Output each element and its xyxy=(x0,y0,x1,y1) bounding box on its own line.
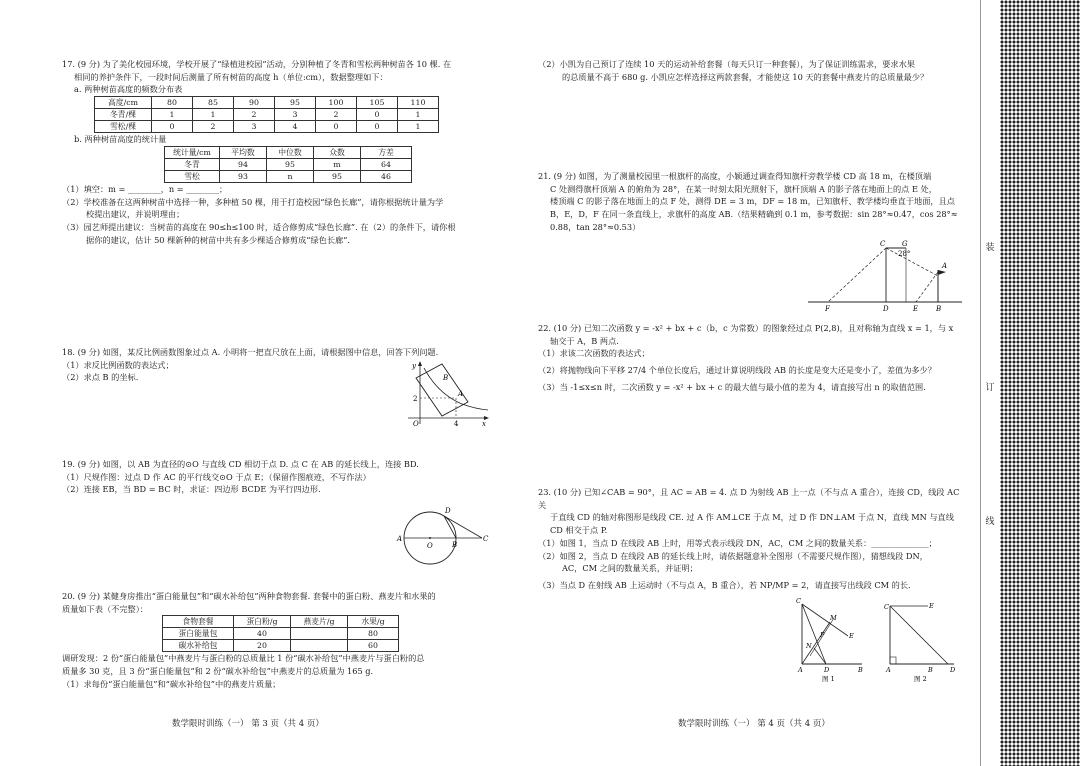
q17-part-2b: 校提出建议，并说明理由； xyxy=(86,209,185,220)
q22-line-1: 22. (10 分) 已知二次函数 y = -x² + bx + c（b，c 为常数）的图象经过点 P(2,8)，且对称轴为直线 x = 1，与 x xyxy=(538,323,954,333)
q20-part-2: （2）小凯为自己预订了连续 10 天的运动补给套餐（每天只订一种套餐），为了保证训练需求，要求水果 xyxy=(538,59,915,69)
q23-line-3: CD 相交于点 P. xyxy=(550,525,608,536)
table-cell: 蛋白粉/g xyxy=(234,616,291,628)
table-cell: 蛋白能量包 xyxy=(163,628,234,640)
q18-part-2: （2）求点 B 的坐标. xyxy=(62,372,139,383)
table-cell: 95 xyxy=(275,97,316,109)
question-23 xyxy=(538,486,966,592)
q23-part-2b: AC，CM 之间的数量关系，并证明； xyxy=(562,563,698,574)
fig-label-A: A xyxy=(458,390,464,398)
question-20-continued xyxy=(538,58,966,83)
q20-part-1: （1）求每份“蛋白能量包”和“碳水补给包”中的燕麦片质量； xyxy=(62,678,281,689)
table-cell: 40 xyxy=(234,628,291,640)
table-cell: 85 xyxy=(193,97,234,109)
q20-stem: 20. (9 分) 某健身房推出“蛋白能量包”和“碳水补给包”两种食物套餐. 套餐中的蛋白粉、燕麦片和水果的 xyxy=(62,591,436,601)
question-19 xyxy=(62,458,532,496)
binding-char-3: 线 xyxy=(982,516,998,530)
table-cell: 冬青 xyxy=(165,158,220,170)
question-17 xyxy=(62,58,532,246)
q17-table-a-title: a. 两种树苗高度的频数分布表 xyxy=(74,84,183,95)
table-cell: 0 xyxy=(316,121,357,133)
q23-part-3: （3）当点 D 在射线 AB 上运动时（不与点 A，B 重合），若 NP/MP = 2，请直接写出线段 CM 的长. xyxy=(538,579,911,590)
q18-part-1: （1）求反比例函数的表达式； xyxy=(62,359,174,370)
q17-statistics-table xyxy=(164,146,412,183)
table-cell: 平均数 xyxy=(220,146,267,158)
fig-label-C: C xyxy=(880,240,886,248)
q19-part-2: （2）连接 EB，当 BD = BC 时，求证：四边形 BCDE 为平行四边形. xyxy=(62,484,321,495)
fig-label-P: P xyxy=(820,631,825,639)
q23-line-2: 于直线 CD 的轴对称图形是线段 CE. 过 A 作 AM⊥CE 于点 M，过 D 作 DN⊥AM 于点 N，直线 MN 与直线 xyxy=(550,512,954,523)
fig-label-D: D xyxy=(950,666,956,674)
fig-label-E: E xyxy=(929,602,934,610)
q19-figure xyxy=(396,504,490,576)
figure-1-caption: 图 1 xyxy=(822,675,835,682)
table-cell: 1 xyxy=(152,109,193,121)
q22-line-2: 轴交于 A，B 两点. xyxy=(550,335,619,346)
table-cell: 3 xyxy=(275,109,316,121)
table-cell xyxy=(291,640,348,652)
table-cell: 方差 xyxy=(361,146,412,158)
table-cell: 冬青/棵 xyxy=(95,109,152,121)
table-cell: 3 xyxy=(234,121,275,133)
table-cell: 60 xyxy=(348,640,399,652)
table-cell xyxy=(291,628,348,640)
table-cell: 0 xyxy=(357,109,398,121)
q23-line-1: 23. (10 分) 已知∠CAB = 90°，且 AC = AB = 4. 点 D 为射线 AB 上一点（不与点 A 重合），连接 CD，线段 AC 关 xyxy=(538,487,960,510)
fig-label-M: M xyxy=(830,614,837,622)
q18-figure xyxy=(398,358,492,430)
q21-line-3: 楼顶端 C 的影子落在地面上的点 F 处，测得 DE = 3 m，DF = 18 m，已知旗杆、教学楼均垂直于地面，且点 xyxy=(550,196,955,207)
table-cell: 燕麦片/g xyxy=(291,616,348,628)
q21-line-5: 0.88，tan 28°≈0.53） xyxy=(550,221,641,232)
table-cell: 1 xyxy=(398,109,439,121)
table-cell: 高度/cm xyxy=(95,97,152,109)
q20-table xyxy=(162,615,399,652)
table-cell: 90 xyxy=(234,97,275,109)
table-cell: 1 xyxy=(398,121,439,133)
q17-stem: 17. (9 分) 为了美化校园环境，学校开展了“绿植进校园”活动，分别种植了冬青和雪松两种树苗各 10 棵. 在 xyxy=(62,59,452,69)
table-cell: 统计量/cm xyxy=(165,146,220,158)
fig-label-A: A xyxy=(942,262,948,270)
table-cell: 雪松/棵 xyxy=(95,121,152,133)
table-cell: 80 xyxy=(152,97,193,109)
question-22 xyxy=(538,322,966,394)
q20-stem-2: 质量如下表（不完整）： xyxy=(62,603,148,614)
q20-survey-1: 调研发现：2 份“蛋白能量包”中燕麦片与蛋白粉的总质量比 1 份“碳水补给包”中燕麦片与蛋白粉的总 xyxy=(62,653,425,664)
fig-label-A: A xyxy=(397,535,403,543)
q17-frequency-table xyxy=(94,96,439,133)
fig-label-A: A xyxy=(886,666,891,674)
fig-label-E: E xyxy=(849,632,854,640)
table-cell: 80 xyxy=(348,628,399,640)
table-cell: 93 xyxy=(220,170,267,182)
q19-stem: 19. (9 分) 如图，以 AB 为直径的⊙O 与直线 CD 相切于点 D. 点 C 在 AB 的延长线上，连接 BD. xyxy=(62,459,419,469)
table-cell: 众数 xyxy=(314,146,361,158)
table-cell: 110 xyxy=(398,97,439,109)
table-cell: 4 xyxy=(275,121,316,133)
question-20 xyxy=(62,590,532,691)
fig-label-B: B xyxy=(452,541,458,549)
left-footer: 数学限时训练（一） 第 3 页（共 4 页） xyxy=(172,719,324,729)
fig-label-O: O xyxy=(413,420,419,428)
q23-part-1: （1）如图 1，当点 D 在线段 AB 上时，用等式表示线段 DN，AC，CM 之间的数量关系：______________； xyxy=(538,537,937,548)
q17-part-3: （3）园艺师提出建议：当树苗的高度在 90≤h≤100 时，适合修剪成“绿色长廊”. 在（2）的条件下，请你根 xyxy=(62,221,456,232)
fig-label-D: D xyxy=(445,507,451,515)
fig-label-B: B xyxy=(443,374,449,382)
table-cell: 100 xyxy=(316,97,357,109)
q17-stem-2: 相同的养护条件下，一段时间后测量了所有树苗的高度 h（单位:cm），数据整理如下： xyxy=(74,71,388,82)
table-cell: 2 xyxy=(193,121,234,133)
q17-table-b-title: b. 两种树苗高度的统计量 xyxy=(74,134,167,145)
binding-margin xyxy=(968,0,1080,766)
fig-label-D: D xyxy=(824,666,830,674)
fig-label-C: C xyxy=(884,603,889,611)
q23-part-2: （2）如图 2，当点 D 在线段 AB 的延长线上时，请依据题意补全图形（不需要尺规作图），猜想线段 DN， xyxy=(538,550,928,561)
question-21 xyxy=(538,170,966,234)
table-cell: 95 xyxy=(314,170,361,182)
q17-part-1: （1）填空：m = ________，n = ________； xyxy=(62,183,228,194)
table-cell: 95 xyxy=(267,158,314,170)
fig-label-x: x xyxy=(482,420,486,428)
table-cell: 0 xyxy=(152,121,193,133)
table-cell: m xyxy=(314,158,361,170)
q18-stem: 18. (9 分) 如图，某反比例函数图象过点 A. 小明将一把直尺放在上面，请根据图中信息，回答下列问题. xyxy=(62,347,439,357)
fig-label-A: A xyxy=(798,666,803,674)
fig-label-C: C xyxy=(483,535,489,543)
table-cell: 64 xyxy=(361,158,412,170)
table-cell: 水果/g xyxy=(348,616,399,628)
table-cell: 2 xyxy=(316,109,357,121)
q22-part-2: （2）将抛物线向下平移 27/4 个单位长度后，通过计算说明线段 AB 的长度是变大还是变小了，差值为多少？ xyxy=(538,365,936,376)
table-cell: n xyxy=(267,170,314,182)
q17-part-3b: 据你的建议，估计 50 棵新种的树苗中共有多少棵适合修剪成“绿色长廊”. xyxy=(86,234,351,245)
q21-line-4: B，E，D，F 在同一条直线上，求旗杆的高度 AB.（结果精确到 0.1 m，参考数据：sin 28°≈0.47，cos 28°≈ xyxy=(550,209,958,220)
q20-survey-2: 质量多 30 克，且 3 份“蛋白能量包”和 2 份“碳水补给包”中燕麦片的总质量为 165 g. xyxy=(62,666,374,677)
fig-label-angle: 28° xyxy=(898,250,911,258)
q22-part-3: （3）当 -1≤x≤n 时，二次函数 y = -x² + bx + c 的最大值与最小值的差为 4，请直接写出 n 的取值范围. xyxy=(538,381,926,392)
q23-figure-1 xyxy=(794,596,878,682)
right-footer: 数学限时训练（一） 第 4 页（共 4 页） xyxy=(678,719,830,729)
fig-label-B: B xyxy=(858,666,863,674)
q21-line-1: 21. (9 分) 如图，为了测量校园里一根旗杆的高度，小颖通过调查得知旗杆旁教学楼 CD 高 18 m，在楼顶端 xyxy=(538,171,932,181)
table-cell: 46 xyxy=(361,170,412,182)
fig-label-C: C xyxy=(796,597,801,605)
table-cell: 食物套餐 xyxy=(163,616,234,628)
q20-part-2b: 的总质量不高于 680 g. 小凯应怎样选择这两款套餐，才能使这 10 天的套餐中燕麦片的总质量最少？ xyxy=(562,71,929,82)
fig-label-2: 2 xyxy=(413,395,418,403)
fig-label-G: G xyxy=(902,240,908,248)
table-cell: 2 xyxy=(234,109,275,121)
q17-part-2: （2）学校准备在这两种树苗中选择一种，多种植 50 棵，用于打造校园“绿色长廊”，请你根据统计量为学 xyxy=(62,196,444,207)
fig-label-4: 4 xyxy=(454,420,459,428)
fig-label-O: O xyxy=(427,542,433,550)
binding-char-2: 订 xyxy=(982,382,998,396)
fig-label-B: B xyxy=(928,666,933,674)
table-cell: 1 xyxy=(193,109,234,121)
table-cell: 20 xyxy=(234,640,291,652)
binding-char-1: 装 xyxy=(982,242,998,256)
figure-2-caption: 图 2 xyxy=(914,675,927,682)
q19-part-1: （1）尺规作图：过点 D 作 AC 的平行线交⊙O 于点 E；（保留作图痕迹，不写作法） xyxy=(62,471,371,482)
table-cell: 94 xyxy=(220,158,267,170)
table-cell: 105 xyxy=(357,97,398,109)
fig-label-N: N xyxy=(806,642,812,650)
fig-label-E: E xyxy=(913,305,919,313)
fig-label-F: F xyxy=(825,305,830,313)
table-cell: 中位数 xyxy=(267,146,314,158)
dot-pattern xyxy=(1000,0,1080,766)
q23-figure-2 xyxy=(882,600,966,682)
fig-label-B: B xyxy=(936,305,942,313)
q22-part-1: （1）求该二次函数的表达式； xyxy=(538,348,650,359)
table-cell: 0 xyxy=(357,121,398,133)
table-cell: 碳水补给包 xyxy=(163,640,234,652)
fig-label-y: y xyxy=(412,362,416,370)
fig-label-D: D xyxy=(883,305,889,313)
q21-line-2: C 处测得旗杆顶端 A 的俯角为 28°，在某一时刻太阳光照射下，旗杆顶端 A 的影子落在地面上的点 E 处， xyxy=(550,183,937,194)
q21-figure xyxy=(808,236,966,316)
table-cell: 雪松 xyxy=(165,170,220,182)
